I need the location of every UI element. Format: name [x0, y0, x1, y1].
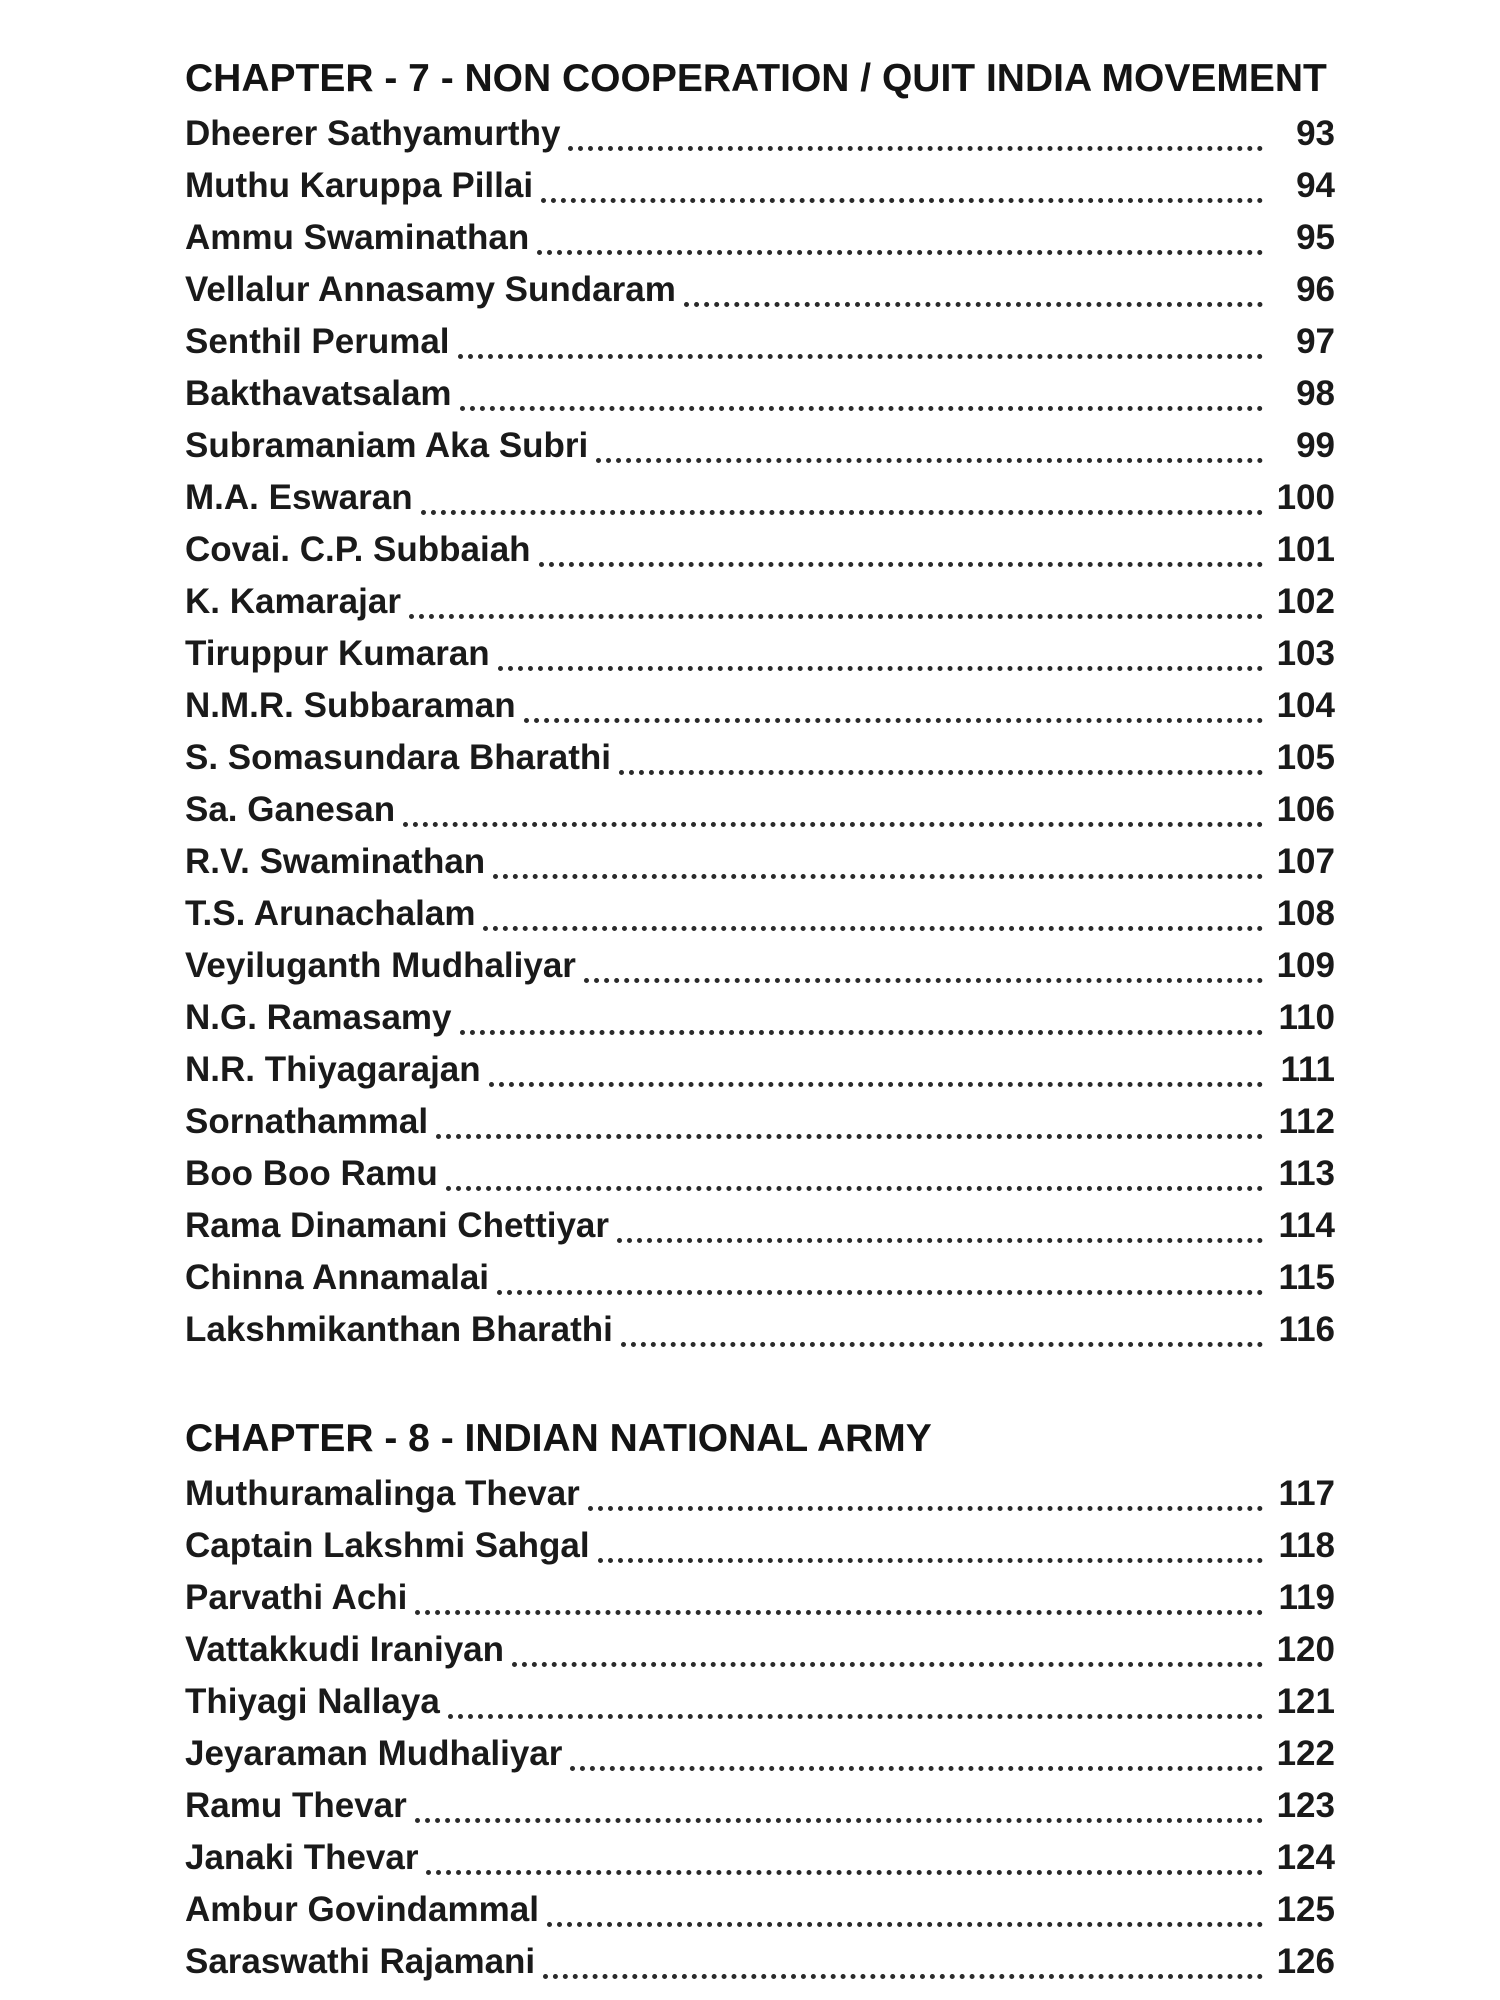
toc-entry-name: Captain Lakshmi Sahgal [185, 1526, 590, 1565]
toc-entry-name: Tiruppur Kumaran [185, 634, 490, 673]
toc-entry[interactable] [185, 524, 1335, 576]
toc-entry-page-number: 101 [1276, 530, 1335, 569]
dot-leader [524, 718, 1263, 723]
toc-entry-name: Sa. Ganesan [185, 790, 396, 829]
toc-entry-name: Boo Boo Ramu [185, 1154, 438, 1193]
dot-leader [460, 406, 1263, 411]
toc-entry-page-number: 115 [1278, 1258, 1335, 1297]
dot-leader [619, 770, 1263, 775]
toc-entry[interactable] [185, 316, 1335, 368]
toc-entry-name: Thiyagi Nallaya [185, 1682, 440, 1721]
toc-entry-page-number: 118 [1278, 1526, 1335, 1565]
toc-entry-name: Jeyaraman Mudhaliyar [185, 1734, 563, 1773]
dot-leader [489, 1082, 1263, 1087]
toc-entry-page-number: 119 [1278, 1578, 1335, 1617]
section-divider [185, 1356, 1335, 1410]
toc-entry-page-number: 108 [1276, 894, 1335, 933]
toc-entry[interactable] [185, 264, 1335, 316]
toc-entry-name: Subramaniam Aka Subri [185, 426, 589, 465]
chapter-heading: CHAPTER - 8 - INDIAN NATIONAL ARMY [185, 1417, 932, 1460]
toc-entry-page-number: 114 [1278, 1206, 1335, 1245]
toc-entry[interactable] [185, 1624, 1335, 1676]
dot-leader [448, 1714, 1263, 1719]
toc-entry[interactable] [185, 576, 1335, 628]
toc-entry[interactable] [185, 1096, 1335, 1148]
dot-leader [498, 666, 1263, 671]
toc-entry-name: Ramu Thevar [185, 1786, 407, 1825]
toc-entry[interactable] [185, 1200, 1335, 1252]
toc-entry[interactable] [185, 940, 1335, 992]
dot-leader [570, 1766, 1263, 1771]
dot-leader [541, 198, 1263, 203]
toc-entry[interactable] [185, 1520, 1335, 1572]
toc-entry[interactable] [185, 420, 1335, 472]
toc-entry-page-number: 104 [1276, 686, 1335, 725]
dot-leader [588, 1506, 1263, 1511]
toc-entry-page-number: 116 [1278, 1310, 1335, 1349]
toc-entry-name: Veyiluganth Mudhaliyar [185, 946, 576, 985]
toc-entry[interactable] [185, 1832, 1335, 1884]
chapter-7-section [185, 50, 1335, 1356]
dot-leader [409, 614, 1263, 619]
toc-entry-page-number: 121 [1276, 1682, 1335, 1721]
toc-entry[interactable] [185, 732, 1335, 784]
dot-leader [584, 978, 1263, 983]
toc-entry-page-number: 106 [1276, 790, 1335, 829]
toc-entry-name: Janaki Thevar [185, 1838, 419, 1877]
toc-entry-name: M.A. Eswaran [185, 478, 413, 517]
toc-entry-name: Covai. C.P. Subbaiah [185, 530, 531, 569]
dot-leader [537, 250, 1263, 255]
toc-entry-name: Muthu Karuppa Pillai [185, 166, 534, 205]
toc-entry-name: N.R. Thiyagarajan [185, 1050, 481, 1089]
toc-entry-page-number: 105 [1276, 738, 1335, 777]
dot-leader [547, 1922, 1263, 1927]
toc-entry-page-number: 100 [1276, 478, 1335, 517]
toc-entry[interactable] [185, 1884, 1335, 1936]
toc-entry[interactable] [185, 1936, 1335, 1988]
dot-leader [483, 926, 1263, 931]
toc-entry-page-number: 95 [1296, 218, 1335, 257]
toc-entry-page-number: 124 [1276, 1838, 1335, 1877]
toc-entry[interactable] [185, 680, 1335, 732]
toc-entry-page-number: 112 [1278, 1102, 1335, 1141]
toc-entry-page-number: 102 [1276, 582, 1335, 621]
toc-entry-name: R.V. Swaminathan [185, 842, 486, 881]
toc-entry-page-number: 120 [1276, 1630, 1335, 1669]
toc-list [185, 108, 1335, 1356]
toc-entry[interactable] [185, 888, 1335, 940]
toc-entry-page-number: 111 [1280, 1050, 1335, 1089]
dot-leader [426, 1870, 1263, 1875]
dot-leader [617, 1238, 1263, 1243]
toc-entry[interactable] [185, 992, 1335, 1044]
toc-entry-name: Sornathammal [185, 1102, 429, 1141]
toc-entry[interactable] [185, 472, 1335, 524]
toc-entry-name: Parvathi Achi [185, 1578, 408, 1617]
dot-leader [403, 822, 1263, 827]
toc-entry-page-number: 110 [1278, 998, 1335, 1037]
dot-leader [598, 1558, 1263, 1563]
toc-entry-name: Saraswathi Rajamani [185, 1942, 536, 1981]
toc-entry[interactable] [185, 1148, 1335, 1200]
dot-leader [415, 1610, 1263, 1615]
toc-entry-name: T.S. Arunachalam [185, 894, 476, 933]
toc-entry-page-number: 122 [1276, 1734, 1335, 1773]
toc-entry-page-number: 107 [1276, 842, 1335, 881]
dot-leader [415, 1818, 1263, 1823]
toc-entry-name: Dheerer Sathyamurthy [185, 114, 561, 153]
toc-entry[interactable] [185, 1676, 1335, 1728]
dot-leader [446, 1186, 1263, 1191]
toc-entry-name: Lakshmikanthan Bharathi [185, 1310, 613, 1349]
dot-leader [621, 1342, 1263, 1347]
toc-entry-page-number: 93 [1296, 114, 1335, 153]
toc-entry-name: Bakthavatsalam [185, 374, 452, 413]
toc-list [185, 1468, 1335, 1988]
toc-entry-name: N.M.R. Subbaraman [185, 686, 516, 725]
toc-entry-page-number: 113 [1278, 1154, 1335, 1193]
toc-entry[interactable] [185, 1252, 1335, 1304]
dot-leader [460, 1030, 1263, 1035]
dot-leader [421, 510, 1263, 515]
toc-entry-name: Muthuramalinga Thevar [185, 1474, 580, 1513]
toc-entry-name: Senthil Perumal [185, 322, 450, 361]
dot-leader [512, 1662, 1263, 1667]
toc-entry-name: Vattakkudi Iraniyan [185, 1630, 505, 1669]
toc-entry[interactable] [185, 1572, 1335, 1624]
dot-leader [684, 302, 1263, 307]
chapter-heading: CHAPTER - 7 - NON COOPERATION / QUIT INDIA MOVEMENT [185, 57, 1327, 100]
toc-entry-page-number: 99 [1296, 426, 1335, 465]
toc-entry[interactable] [185, 1728, 1335, 1780]
toc-entry[interactable] [185, 1304, 1335, 1356]
toc-entry-page-number: 97 [1296, 322, 1335, 361]
toc-entry-name: Chinna Annamalai [185, 1258, 490, 1297]
chapter-8-section [185, 1410, 1335, 1988]
toc-entry[interactable] [185, 160, 1335, 212]
dot-leader [497, 1290, 1263, 1295]
toc-entry-name: Ambur Govindammal [185, 1890, 539, 1929]
table-of-contents [185, 50, 1335, 1988]
dot-leader [568, 146, 1263, 151]
dot-leader [543, 1974, 1263, 1979]
toc-entry[interactable] [185, 784, 1335, 836]
toc-entry-name: Ammu Swaminathan [185, 218, 530, 257]
toc-entry[interactable] [185, 1780, 1335, 1832]
toc-entry[interactable] [185, 628, 1335, 680]
toc-entry-page-number: 96 [1296, 270, 1335, 309]
toc-entry[interactable] [185, 368, 1335, 420]
toc-entry-page-number: 126 [1276, 1942, 1335, 1981]
toc-entry[interactable] [185, 1044, 1335, 1096]
toc-entry-page-number: 117 [1278, 1474, 1335, 1513]
toc-entry[interactable] [185, 836, 1335, 888]
toc-entry-page-number: 125 [1276, 1890, 1335, 1929]
dot-leader [539, 562, 1263, 567]
toc-entry-name: Rama Dinamani Chettiyar [185, 1206, 610, 1245]
toc-entry[interactable] [185, 1468, 1335, 1520]
toc-entry-page-number: 123 [1276, 1786, 1335, 1825]
toc-entry-page-number: 98 [1296, 374, 1335, 413]
toc-entry-page-number: 94 [1296, 166, 1335, 205]
dot-leader [596, 458, 1263, 463]
toc-entry-name: N.G. Ramasamy [185, 998, 452, 1037]
dot-leader [493, 874, 1263, 879]
toc-entry-name: Vellalur Annasamy Sundaram [185, 270, 676, 309]
toc-entry-name: S. Somasundara Bharathi [185, 738, 611, 777]
toc-entry[interactable] [185, 212, 1335, 264]
toc-entry[interactable] [185, 108, 1335, 160]
toc-entry-page-number: 103 [1276, 634, 1335, 673]
toc-entry-page-number: 109 [1276, 946, 1335, 985]
dot-leader [436, 1134, 1263, 1139]
dot-leader [458, 354, 1263, 359]
toc-entry-name: K. Kamarajar [185, 582, 401, 621]
